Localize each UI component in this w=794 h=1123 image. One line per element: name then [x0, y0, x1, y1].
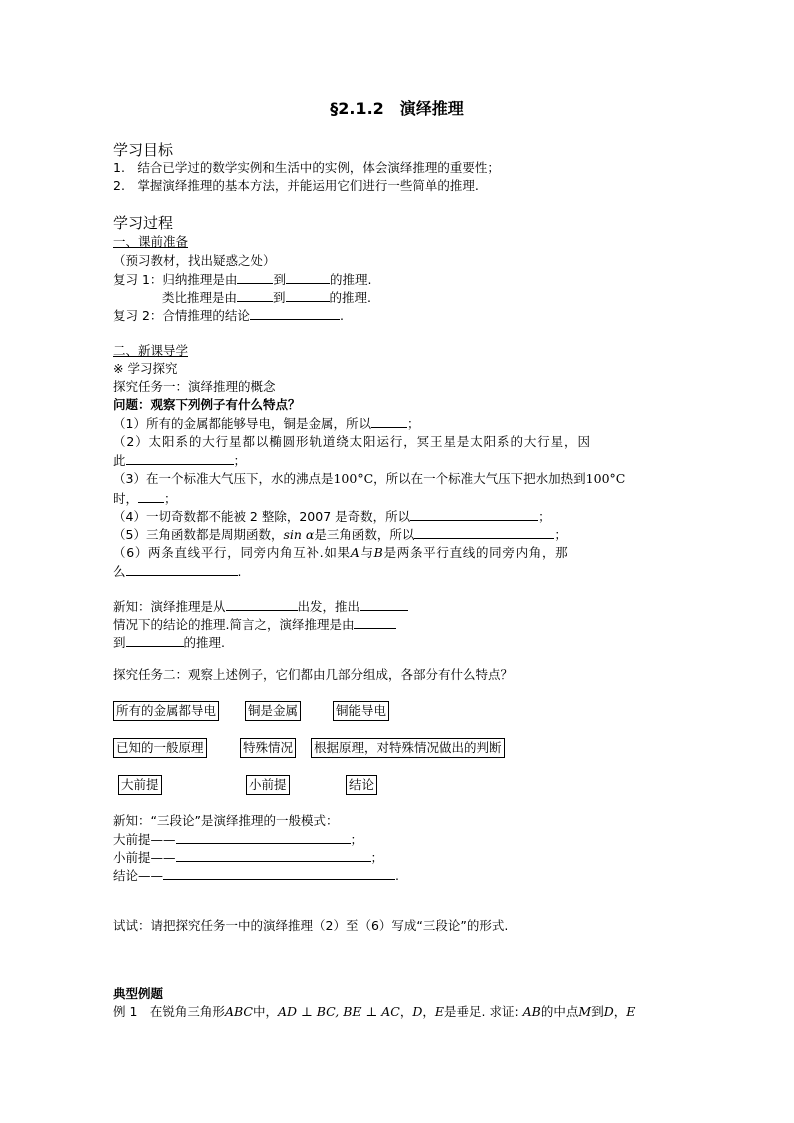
task-2: 探究任务二：观察上述例子，它们都由几部分组成，各部分有什么特点？ [113, 667, 514, 682]
premise-end: . [395, 868, 399, 883]
task-1: 探究任务一：演绎推理的概念 [113, 379, 276, 394]
problem-text: ， [422, 1004, 435, 1019]
box-conclusion: 结论 [346, 775, 377, 795]
example-6 [113, 544, 568, 562]
blank[interactable] [414, 525, 554, 539]
angle-B: B [373, 545, 384, 560]
new-knowledge-1-l3 [113, 633, 225, 652]
perpendicular-condition: AD ⊥ BC, BE ⊥ AC [277, 1004, 400, 1019]
review-1-line2 [162, 288, 371, 307]
point-d: D [412, 1004, 423, 1019]
conclusion [113, 866, 399, 885]
example-text: ，所以在一个标准大气压下把水加热到 [373, 471, 586, 486]
example-text: 么 [113, 564, 126, 579]
example-5 [113, 525, 567, 544]
knowledge-text: 的推理. [183, 635, 225, 650]
prep-heading: 一、课前准备 [113, 234, 189, 249]
example-text: ； [164, 491, 177, 506]
problem-text: ， [399, 1004, 413, 1019]
example-text: 此 [113, 453, 126, 468]
example-text: ； [406, 416, 420, 431]
example-text: （4）一切奇数都不能被 2 整除，2007 是奇数，所以 [113, 509, 411, 524]
blank[interactable] [286, 288, 330, 302]
minor-premise [113, 848, 383, 867]
knowledge-text: 情况下的结论的推理.简言之，演绎推理是由 [113, 617, 355, 632]
question: 问题：观察下列例子有什么特点？ [113, 397, 301, 412]
point-d: D [603, 1004, 614, 1019]
new-knowledge-2: 新知：“三段论”是演绎推理的一般模式： [113, 813, 339, 828]
examples-heading: 典型例题 [113, 986, 164, 1001]
box-minor-premise: 小前提 [246, 775, 290, 795]
knowledge-text: 出发，推出 [297, 599, 361, 614]
example-6-cont [113, 562, 242, 581]
review-1-text: 的推理. [329, 290, 372, 305]
knowledge-text: 到 [113, 635, 126, 650]
example-text: （3）在一个标准大气压下，水的沸点是 [113, 471, 334, 486]
review-1-text: 的推理. [329, 272, 372, 287]
box-conclusion-example: 铜能导电 [333, 701, 389, 721]
box-special-case: 特殊情况 [240, 738, 296, 758]
prep-note: （预习教材，找出疑惑之处） [113, 253, 276, 268]
example-text: 是三角函数，所以 [314, 527, 415, 542]
example-2: （2）太阳系的大行星都以椭圆形轨道绕太阳运行，冥王星是太阳系的大行星，因 [113, 434, 591, 449]
blank[interactable] [126, 633, 184, 647]
blank[interactable] [226, 597, 298, 611]
new-knowledge-1-l2 [113, 615, 396, 634]
problem-text: 是垂足. 求证: [444, 1004, 523, 1019]
segment-ab: AB [522, 1004, 541, 1019]
example-text: ； [554, 527, 567, 542]
newlesson-heading: 二、新课导学 [113, 343, 189, 358]
angle-A: A [350, 545, 361, 560]
process-heading: 学习过程 [113, 214, 174, 232]
blank[interactable] [138, 489, 164, 503]
review-1 [113, 270, 371, 289]
triangle-abc: ABC [224, 1004, 253, 1019]
example-text: 是两条平行直线的同旁内角，那 [383, 545, 569, 560]
point-m: M [578, 1004, 592, 1019]
example-text: . [237, 564, 242, 579]
try-it: 试试：请把探究任务一中的演绎推理（2）至（6）写成“三段论”的形式. [113, 918, 509, 933]
temperature: 100°C [333, 471, 374, 486]
problem-text: 的中点 [540, 1004, 579, 1019]
example-1 [113, 414, 419, 433]
objective-item: 1. 结合已学过的数学实例和生活中的实例，体会演绎推理的重要性； [113, 160, 500, 175]
review-1-text: 复习 1：归纳推理是由 [113, 272, 238, 287]
point-e: E [626, 1004, 636, 1019]
review-1-text: 到 [273, 290, 286, 305]
premise-label: 大前提—— [113, 832, 176, 847]
example-text: ； [233, 453, 247, 468]
review-2-text: 复习 2：合情推理的结论 [113, 308, 250, 323]
review-1-text: 到 [273, 272, 286, 287]
box-major-premise: 大前提 [118, 775, 162, 795]
page-title: §2.1.2 演绎推理 [330, 99, 464, 118]
knowledge-text: 新知：演绎推理是从 [113, 599, 226, 614]
problem-text: 例 1 在锐角三角形 [113, 1004, 225, 1019]
blank[interactable] [176, 830, 351, 844]
blank[interactable] [237, 288, 273, 302]
box-minor-example: 铜是金属 [245, 701, 301, 721]
major-premise [113, 830, 363, 849]
box-major-example: 所有的金属都导电 [113, 701, 219, 721]
problem-text: ， [613, 1004, 627, 1019]
premise-end: ； [350, 832, 364, 847]
blank[interactable] [126, 562, 238, 576]
example-text: 时， [113, 491, 139, 506]
blank[interactable] [360, 597, 408, 611]
blank[interactable] [163, 866, 395, 880]
premise-label: 结论—— [113, 868, 164, 883]
objectives-heading: 学习目标 [113, 141, 174, 159]
blank[interactable] [354, 615, 396, 629]
blank[interactable] [237, 270, 273, 284]
new-knowledge-1 [113, 597, 408, 616]
blank[interactable] [286, 270, 330, 284]
premise-end: ； [370, 850, 384, 865]
example-4 [113, 507, 551, 526]
example-3-cont [113, 489, 177, 508]
problem-text: 中， [252, 1004, 278, 1019]
example-problem-1 [113, 1003, 635, 1021]
blank[interactable] [371, 414, 407, 428]
blank[interactable] [250, 306, 340, 320]
example-text: 与 [360, 545, 374, 560]
blank[interactable] [176, 848, 371, 862]
premise-label: 小前提—— [113, 850, 176, 865]
example-2-cont [113, 451, 246, 470]
example-text: （5）三角函数都是周期函数， [113, 527, 284, 542]
newlesson-sub: ※ 学习探究 [113, 361, 178, 376]
box-judgement: 根据原理，对特殊情况做出的判断 [311, 738, 505, 758]
example-3 [113, 470, 625, 488]
review-2 [113, 306, 344, 325]
example-text: （1）所有的金属都能够导电，铜是金属，所以 [113, 416, 371, 431]
box-general-principle: 已知的一般原理 [113, 738, 207, 758]
problem-text: 到 [591, 1004, 604, 1019]
objective-item: 2. 掌握演绎推理的基本方法，并能运用它们进行一些简单的推理. [113, 178, 479, 193]
blank[interactable] [410, 507, 538, 521]
blank[interactable] [126, 451, 234, 465]
review-2-text: . [339, 308, 344, 323]
example-text: （6）两条直线平行，同旁内角互补.如果 [113, 545, 351, 560]
point-e: E [434, 1004, 444, 1019]
example-text: ； [538, 509, 551, 524]
sin-alpha: sin α [283, 527, 315, 542]
review-1-text: 类比推理是由 [162, 290, 238, 305]
temperature: 100°C [585, 471, 626, 486]
